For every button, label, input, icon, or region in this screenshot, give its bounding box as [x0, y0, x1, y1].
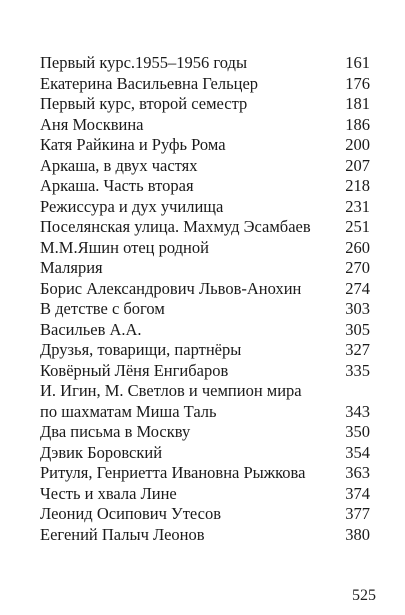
toc-entry-page: 218	[345, 176, 370, 195]
toc-entry-page: 260	[345, 237, 370, 257]
toc-entry	[0, 340, 405, 361]
toc-entry-title: по шахматам Миша Таль	[40, 401, 217, 421]
toc-entry-page: 374	[345, 483, 370, 503]
toc-entry	[0, 422, 405, 443]
toc-entry	[0, 74, 405, 95]
toc-entry	[0, 525, 405, 546]
toc-entry-title: Борис Александрович Львов-Анохин	[40, 278, 302, 298]
toc-entry-page: 305	[345, 319, 370, 339]
toc-entry	[0, 217, 405, 238]
toc-entry-title: Леонид Осипович Утесов	[40, 504, 222, 523]
toc-entry-page: 231	[345, 196, 370, 216]
toc-entry-page: 354	[345, 442, 370, 462]
toc-entry-title: М.М.Яшин отец родной	[40, 237, 209, 257]
toc-entry-page: 377	[345, 504, 370, 523]
toc-entry-page: 181	[345, 94, 370, 113]
toc-entry-page: 380	[345, 524, 370, 544]
toc-entry	[0, 361, 405, 382]
toc-entry-page: 251	[345, 217, 370, 236]
toc-entry-title: Аркаша, в двух частях	[40, 155, 198, 175]
toc-entry-title: В детстве с богом	[40, 299, 165, 318]
toc-entry-title: Первый курс, второй семестр	[40, 94, 248, 113]
toc-entry-title: Еегений Палыч Леонов	[40, 524, 205, 544]
toc-entry-title: Поселянская улица. Махмуд Эсамбаев	[40, 217, 311, 236]
toc-entry-title: Ковёрный Лёня Енгибаров	[40, 360, 229, 380]
toc-entry-page: 176	[345, 73, 370, 93]
toc-entry-title: Ритуля, Генриетта Ивановна Рыжкова	[40, 463, 306, 482]
toc-entry	[0, 115, 405, 136]
page-number: 525	[352, 587, 376, 604]
toc-entry	[0, 320, 405, 341]
toc-entry-page: 363	[345, 463, 370, 482]
toc-entry-title: Катя Райкина и Руфь Рома	[40, 135, 226, 154]
toc-entry-title: Два письма в Москву	[40, 422, 191, 441]
toc-entry-title: Малярия	[40, 258, 103, 277]
toc-entry-page: 161	[345, 53, 370, 72]
toc-entry	[0, 197, 405, 218]
toc-entry	[0, 443, 405, 464]
toc-entry-title: Екатерина Васильевна Гельцер	[40, 73, 259, 93]
toc-entry-title: И. Игин, М. Светлов и чемпион мира	[40, 381, 302, 400]
toc-entry	[0, 258, 405, 279]
toc-entry-page: 327	[345, 340, 370, 359]
toc-entry	[0, 238, 405, 259]
toc-entry-title: Режиссура и дух училища	[40, 196, 224, 216]
toc-entry	[0, 176, 405, 197]
toc-entry-title: Васильев А.А.	[40, 319, 142, 339]
table-of-contents	[0, 53, 405, 545]
toc-entry-page: 274	[345, 278, 370, 298]
toc-entry-title: Дэвик Боровский	[40, 442, 163, 462]
toc-entry	[0, 156, 405, 177]
toc-entry-page: 303	[345, 299, 370, 318]
toc-entry-page: 200	[345, 135, 370, 154]
toc-entry-page: 343	[345, 401, 370, 421]
toc-entry-page: 350	[345, 422, 370, 441]
toc-entry	[0, 279, 405, 300]
toc-entry-page: 207	[345, 155, 370, 175]
toc-entry	[0, 504, 405, 525]
toc-entry	[0, 484, 405, 505]
toc-entry-title: Честь и хвала Лине	[40, 483, 177, 503]
toc-entry	[0, 463, 405, 484]
toc-entry-title: Первый курс.1955–1956 годы	[40, 53, 248, 72]
toc-entry	[0, 402, 405, 423]
toc-entry-title: Аркаша. Часть вторая	[40, 176, 194, 195]
toc-entry	[0, 135, 405, 156]
toc-entry	[0, 381, 405, 402]
toc-entry	[0, 94, 405, 115]
toc-entry-page: 186	[345, 114, 370, 134]
toc-entry-title: Друзья, товарищи, партнёры	[40, 340, 242, 359]
toc-entry	[0, 53, 405, 74]
toc-entry-page: 270	[345, 258, 370, 277]
toc-entry-page: 335	[345, 360, 370, 380]
toc-entry	[0, 299, 405, 320]
toc-entry-title: Аня Москвина	[40, 114, 144, 134]
